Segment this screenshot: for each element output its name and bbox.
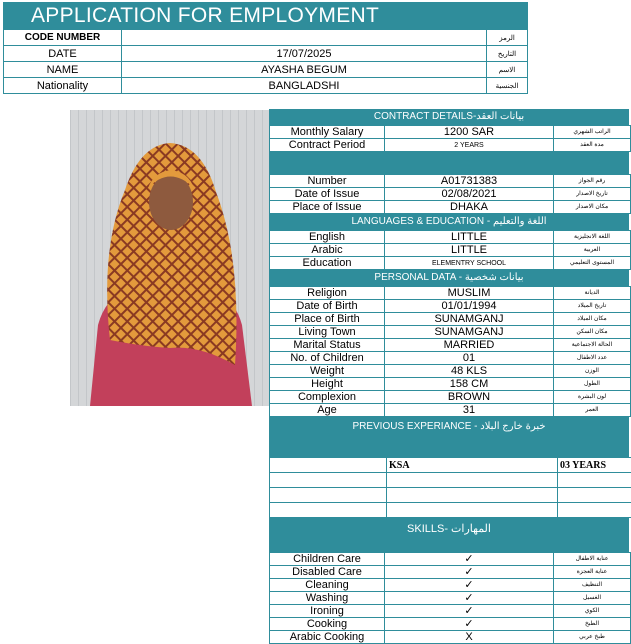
skill-label: Arabic Cooking [270,631,385,644]
name-arabic-label: الاسم [487,62,528,78]
birth-place-value: SUNAMGANJ [385,313,554,326]
children-value: 01 [385,352,554,365]
birth-place-arabic-label: مكان الميلاد [554,313,631,326]
table-row [270,404,631,417]
issue-date-value: 02/08/2021 [385,188,554,201]
arabic-label: Arabic [270,244,385,257]
skill-arabic-label: الطبخ [554,618,631,631]
table-row [270,391,631,404]
experience-period [558,473,631,488]
code-number-arabic-label: الرمز [487,30,528,46]
skills-table [269,552,631,644]
living-town-arabic-label: مكان السكن [554,326,631,339]
table-row [270,488,631,503]
marital-status-arabic-label: الحالة الاجتماعية [554,339,631,352]
skill-arabic-label: عناية الاطفال [554,553,631,566]
education-arabic-label: المستوى التعليمي [554,257,631,270]
skill-value: ✓ [385,566,554,579]
salary-label: Monthly Salary [270,126,385,139]
table-row [270,201,631,214]
issue-place-value: DHAKA [385,201,554,214]
religion-value: MUSLIM [385,287,554,300]
table-row [270,553,631,566]
table-row [270,566,631,579]
marital-status-label: Marital Status [270,339,385,352]
skill-label: Ironing [270,605,385,618]
contract-period-label: Contract Period [270,139,385,152]
code-number-value [122,30,487,46]
height-arabic-label: الطول [554,378,631,391]
complexion-arabic-label: لون البشرة [554,391,631,404]
date-label: DATE [4,46,122,62]
personal-data-heading: PERSONAL DATA - بيانات شخصية [269,270,629,286]
issue-date-label: Date of Issue [270,188,385,201]
table-row [270,365,631,378]
age-label: Age [270,404,385,417]
skill-arabic-label: الكوي [554,605,631,618]
arabic-arabic-label: العربية [554,244,631,257]
table-row [270,313,631,326]
birth-place-label: Place of Birth [270,313,385,326]
religion-arabic-label: الديانة [554,287,631,300]
table-row [270,231,631,244]
issue-place-arabic-label: مكان الاصدار [554,201,631,214]
experience-country: KSA [387,458,558,473]
experience-period [558,488,631,503]
experience-country [387,503,558,518]
table-row [270,579,631,592]
english-label: English [270,231,385,244]
applicant-photo-graphic [70,110,269,406]
table-row [4,78,528,94]
english-arabic-label: اللغة الانجليزية [554,231,631,244]
table-row [270,326,631,339]
experience-country [387,488,558,503]
experience-blank-cell [270,503,387,518]
contract-details-heading: CONTRACT DETAILS-بيانات العقد [269,109,629,125]
religion-label: Religion [270,287,385,300]
table-row [270,126,631,139]
nationality-value: BANGLADSHI [122,78,487,94]
birth-date-value: 01/01/1994 [385,300,554,313]
skills-heading: SKILLS- المهارات [269,518,629,552]
experience-period [558,503,631,518]
table-row [270,592,631,605]
table-row [270,257,631,270]
children-arabic-label: عدد الاطفال [554,352,631,365]
complexion-value: BROWN [385,391,554,404]
table-row [270,339,631,352]
skill-label: Disabled Care [270,566,385,579]
skill-label: Washing [270,592,385,605]
height-value: 158 CM [385,378,554,391]
table-row [270,458,631,473]
issue-place-label: Place of Issue [270,201,385,214]
complexion-label: Complexion [270,391,385,404]
page-title: APPLICATION FOR EMPLOYMENT [3,2,528,29]
skill-value: ✓ [385,605,554,618]
skill-label: Cleaning [270,579,385,592]
weight-label: Weight [270,365,385,378]
salary-arabic-label: الراتب الشهري [554,126,631,139]
applicant-summary-table [3,29,528,94]
weight-arabic-label: الوزن [554,365,631,378]
weight-value: 48 KLS [385,365,554,378]
contract-period-arabic-label: مدة العقد [554,139,631,152]
children-label: No. of Children [270,352,385,365]
age-value: 31 [385,404,554,417]
experience-country [387,473,558,488]
marital-status-value: MARRIED [385,339,554,352]
issue-date-arabic-label: تاريخ الاصدار [554,188,631,201]
contract-details-table [269,125,631,152]
table-row [270,631,631,644]
age-arabic-label: العمر [554,404,631,417]
experience-blank-cell [270,458,387,473]
education-label: Education [270,257,385,270]
skill-label: Cooking [270,618,385,631]
skill-value: ✓ [385,553,554,566]
skill-value: ✓ [385,618,554,631]
table-row [270,352,631,365]
languages-table [269,230,631,270]
name-label: NAME [4,62,122,78]
table-row [4,62,528,78]
skill-arabic-label: عناية العجزة [554,566,631,579]
experience-period: 03 YEARS [558,458,631,473]
height-label: Height [270,378,385,391]
table-row [270,618,631,631]
applicant-photo [70,110,269,406]
experience-table [269,457,631,518]
contract-period-value: 2 YEARS [385,139,554,152]
skill-value: X [385,631,554,644]
skill-arabic-label: التنظيف [554,579,631,592]
passport-number-label: Number [270,175,385,188]
experience-blank-cell [270,488,387,503]
personal-data-table [269,286,631,417]
table-row [270,188,631,201]
nationality-label: Nationality [4,78,122,94]
arabic-value: LITTLE [385,244,554,257]
passport-heading-bar [269,152,629,174]
name-value: AYASHA BEGUM [122,62,487,78]
skill-value: ✓ [385,579,554,592]
english-value: LITTLE [385,231,554,244]
table-row [270,300,631,313]
birth-date-arabic-label: تاريخ الميلاد [554,300,631,313]
table-row [270,473,631,488]
table-row [270,503,631,518]
table-row [270,378,631,391]
table-row [270,175,631,188]
birth-date-label: Date of Birth [270,300,385,313]
passport-number-value: A01731383 [385,175,554,188]
skill-arabic-label: الغسيل [554,592,631,605]
skill-arabic-label: طبخ عربي [554,631,631,644]
skill-label: Children Care [270,553,385,566]
date-value: 17/07/2025 [122,46,487,62]
details-panel [269,109,629,644]
table-row [270,244,631,257]
passport-number-arabic-label: رقم الجواز [554,175,631,188]
experience-heading: PREVIOUS EXPERIANCE - خبرة خارج البلاد [269,417,629,457]
table-row [4,46,528,62]
nationality-arabic-label: الجنسية [487,78,528,94]
salary-value: 1200 SAR [385,126,554,139]
education-value: ELEMENTRY SCHOOL [385,257,554,270]
table-row [4,30,528,46]
table-row [270,605,631,618]
table-row [270,287,631,300]
passport-table [269,174,631,214]
languages-heading: LANGUAGES & EDUCATION - اللغة والتعليم [269,214,629,230]
table-row [270,139,631,152]
date-arabic-label: التاريخ [487,46,528,62]
skill-value: ✓ [385,592,554,605]
code-number-label: CODE NUMBER [4,30,122,46]
living-town-value: SUNAMGANJ [385,326,554,339]
living-town-label: Living Town [270,326,385,339]
experience-blank-cell [270,473,387,488]
